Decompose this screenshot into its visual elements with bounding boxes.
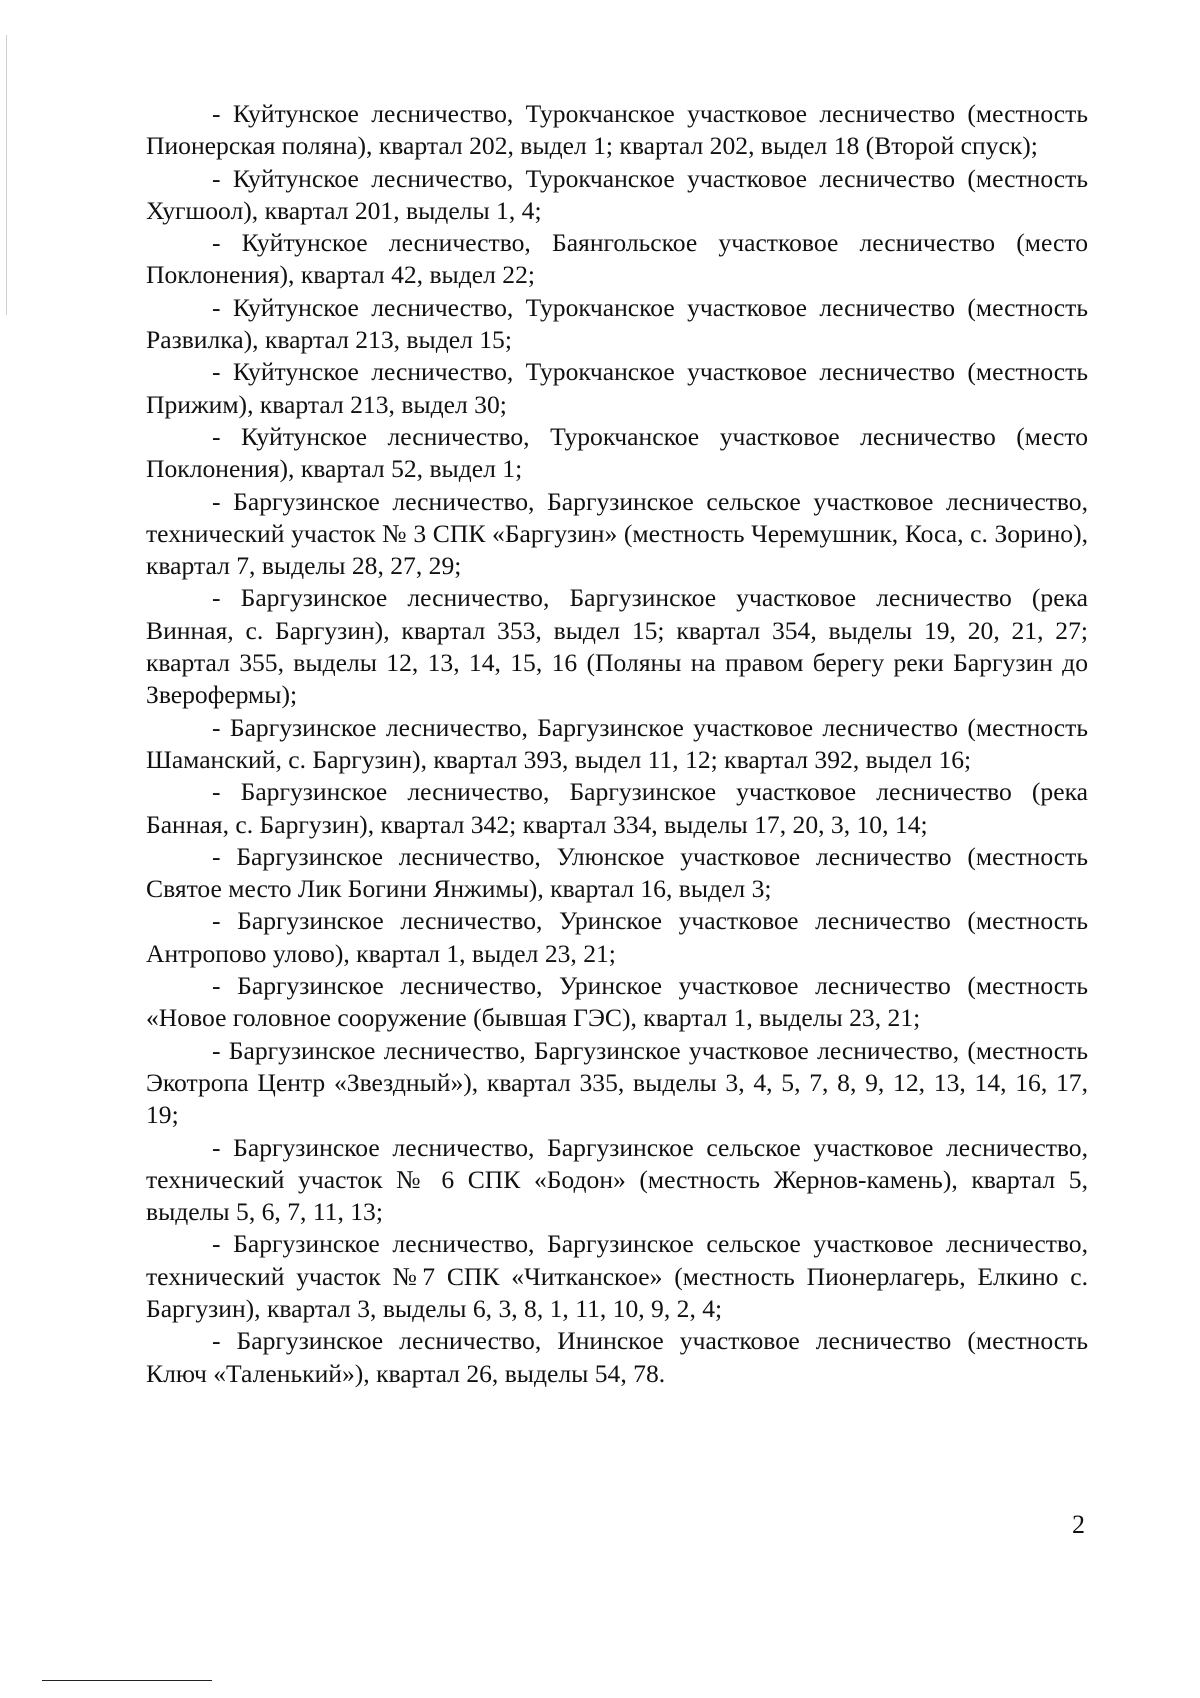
footnote-divider (42, 1680, 212, 1681)
list-item: - Куйтунское лесничество, Баянгольское участковое лесничество (место Поклонения), квартал 42, выдел 22; (146, 228, 1088, 290)
list-item: - Куйтунское лесничество, Турокчанское участковое лесничество (местность Хугшоол), квартал 201, выделы 1, 4; (146, 163, 1088, 225)
list-item: - Баргузинское лесничество, Баргузинское сельское участковое лесничество, технический участок № 6 СПК «Бодон» (местность Жернов-камень), квартал 5, выделы 5, 6, 7, 11, 13; (146, 1132, 1088, 1227)
scan-edge-line (6, 35, 7, 315)
list-item: - Куйтунское лесничество, Турокчанское участковое лесничество (местность Прижим), квартал 213, выдел 30; (146, 357, 1088, 419)
list-item: - Баргузинское лесничество, Уринское участковое лесничество (местность Антропово улово), квартал 1, выдел 23, 21; (146, 906, 1088, 968)
list-item: - Баргузинское лесничество, Уринское участковое лесничество (местность «Новое головное сооружение (бывшая ГЭС), квартал 1, выделы 23, 21; (146, 971, 1088, 1033)
list-item: - Баргузинское лесничество, Баргузинское участковое лесничество (река Банная, с. Баргузин), квартал 342; квартал 334, выделы 17, 20, 3, 10, 14; (146, 777, 1088, 839)
list-item: - Баргузинское лесничество, Баргузинское участковое лесничество (местность Шаманский, с. Баргузин), квартал 393, выдел 11, 12; квартал 392, выдел 16; (146, 712, 1088, 774)
list-item: - Баргузинское лесничество, Баргузинское участковое лесничество, (местность Экотропа Центр «Звездный»), квартал 335, выделы 3, 4, 5, 7, 8, 9, 12, 13, 14, 16, 17, 19; (146, 1035, 1088, 1130)
list-item: - Баргузинское лесничество, Баргузинское участковое лесничество (река Винная, с. Баргузин), квартал 353, выдел 15; квартал 354, выделы 19, 20, 21, 27; квартал 355, выделы 12, 13, 14, 15, 16 (Поляны на правом берегу реки Баргузин до Зверофермы); (146, 583, 1088, 710)
list-item: - Куйтунское лесничество, Турокчанское участковое лесничество (место Поклонения), квартал 52, выдел 1; (146, 421, 1088, 484)
page-number: 2 (1072, 1510, 1085, 1539)
list-item: - Куйтунское лесничество, Турокчанское участковое лесничество (местность Пионерская поляна), квартал 202, выдел 1; квартал 202, выдел 18 (Второй спуск); (146, 99, 1088, 161)
list-item: - Баргузинское лесничество, Баргузинское сельское участковое лесничество, технический участок №7 СПК «Читканское» (местность Пионерлагерь, Елкино с. Баргузин), квартал 3, выделы 6, 3, 8, 1, 11, 10, 9, 2, 4; (146, 1229, 1088, 1323)
list-item: - Баргузинское лесничество, Баргузинское сельское участковое лесничество, технический участок № 3 СПК «Баргузин» (местность Черемушник, Коса, с. Зорино), квартал 7, выделы 28, 27, 29; (146, 486, 1088, 581)
document-body (146, 98, 1088, 1390)
list-item: - Куйтунское лесничество, Турокчанское участковое лесничество (местность Развилка), квартал 213, выдел 15; (146, 292, 1088, 355)
list-item: - Баргузинское лесничество, Улюнское участковое лесничество (местность Святое место Лик Богини Янжимы), квартал 16, выдел 3; (146, 841, 1088, 904)
list-item: - Баргузинское лесничество, Ининское участковое лесничество (местность Ключ «Таленький»), квартал 26, выделы 54, 78. (146, 1326, 1088, 1388)
